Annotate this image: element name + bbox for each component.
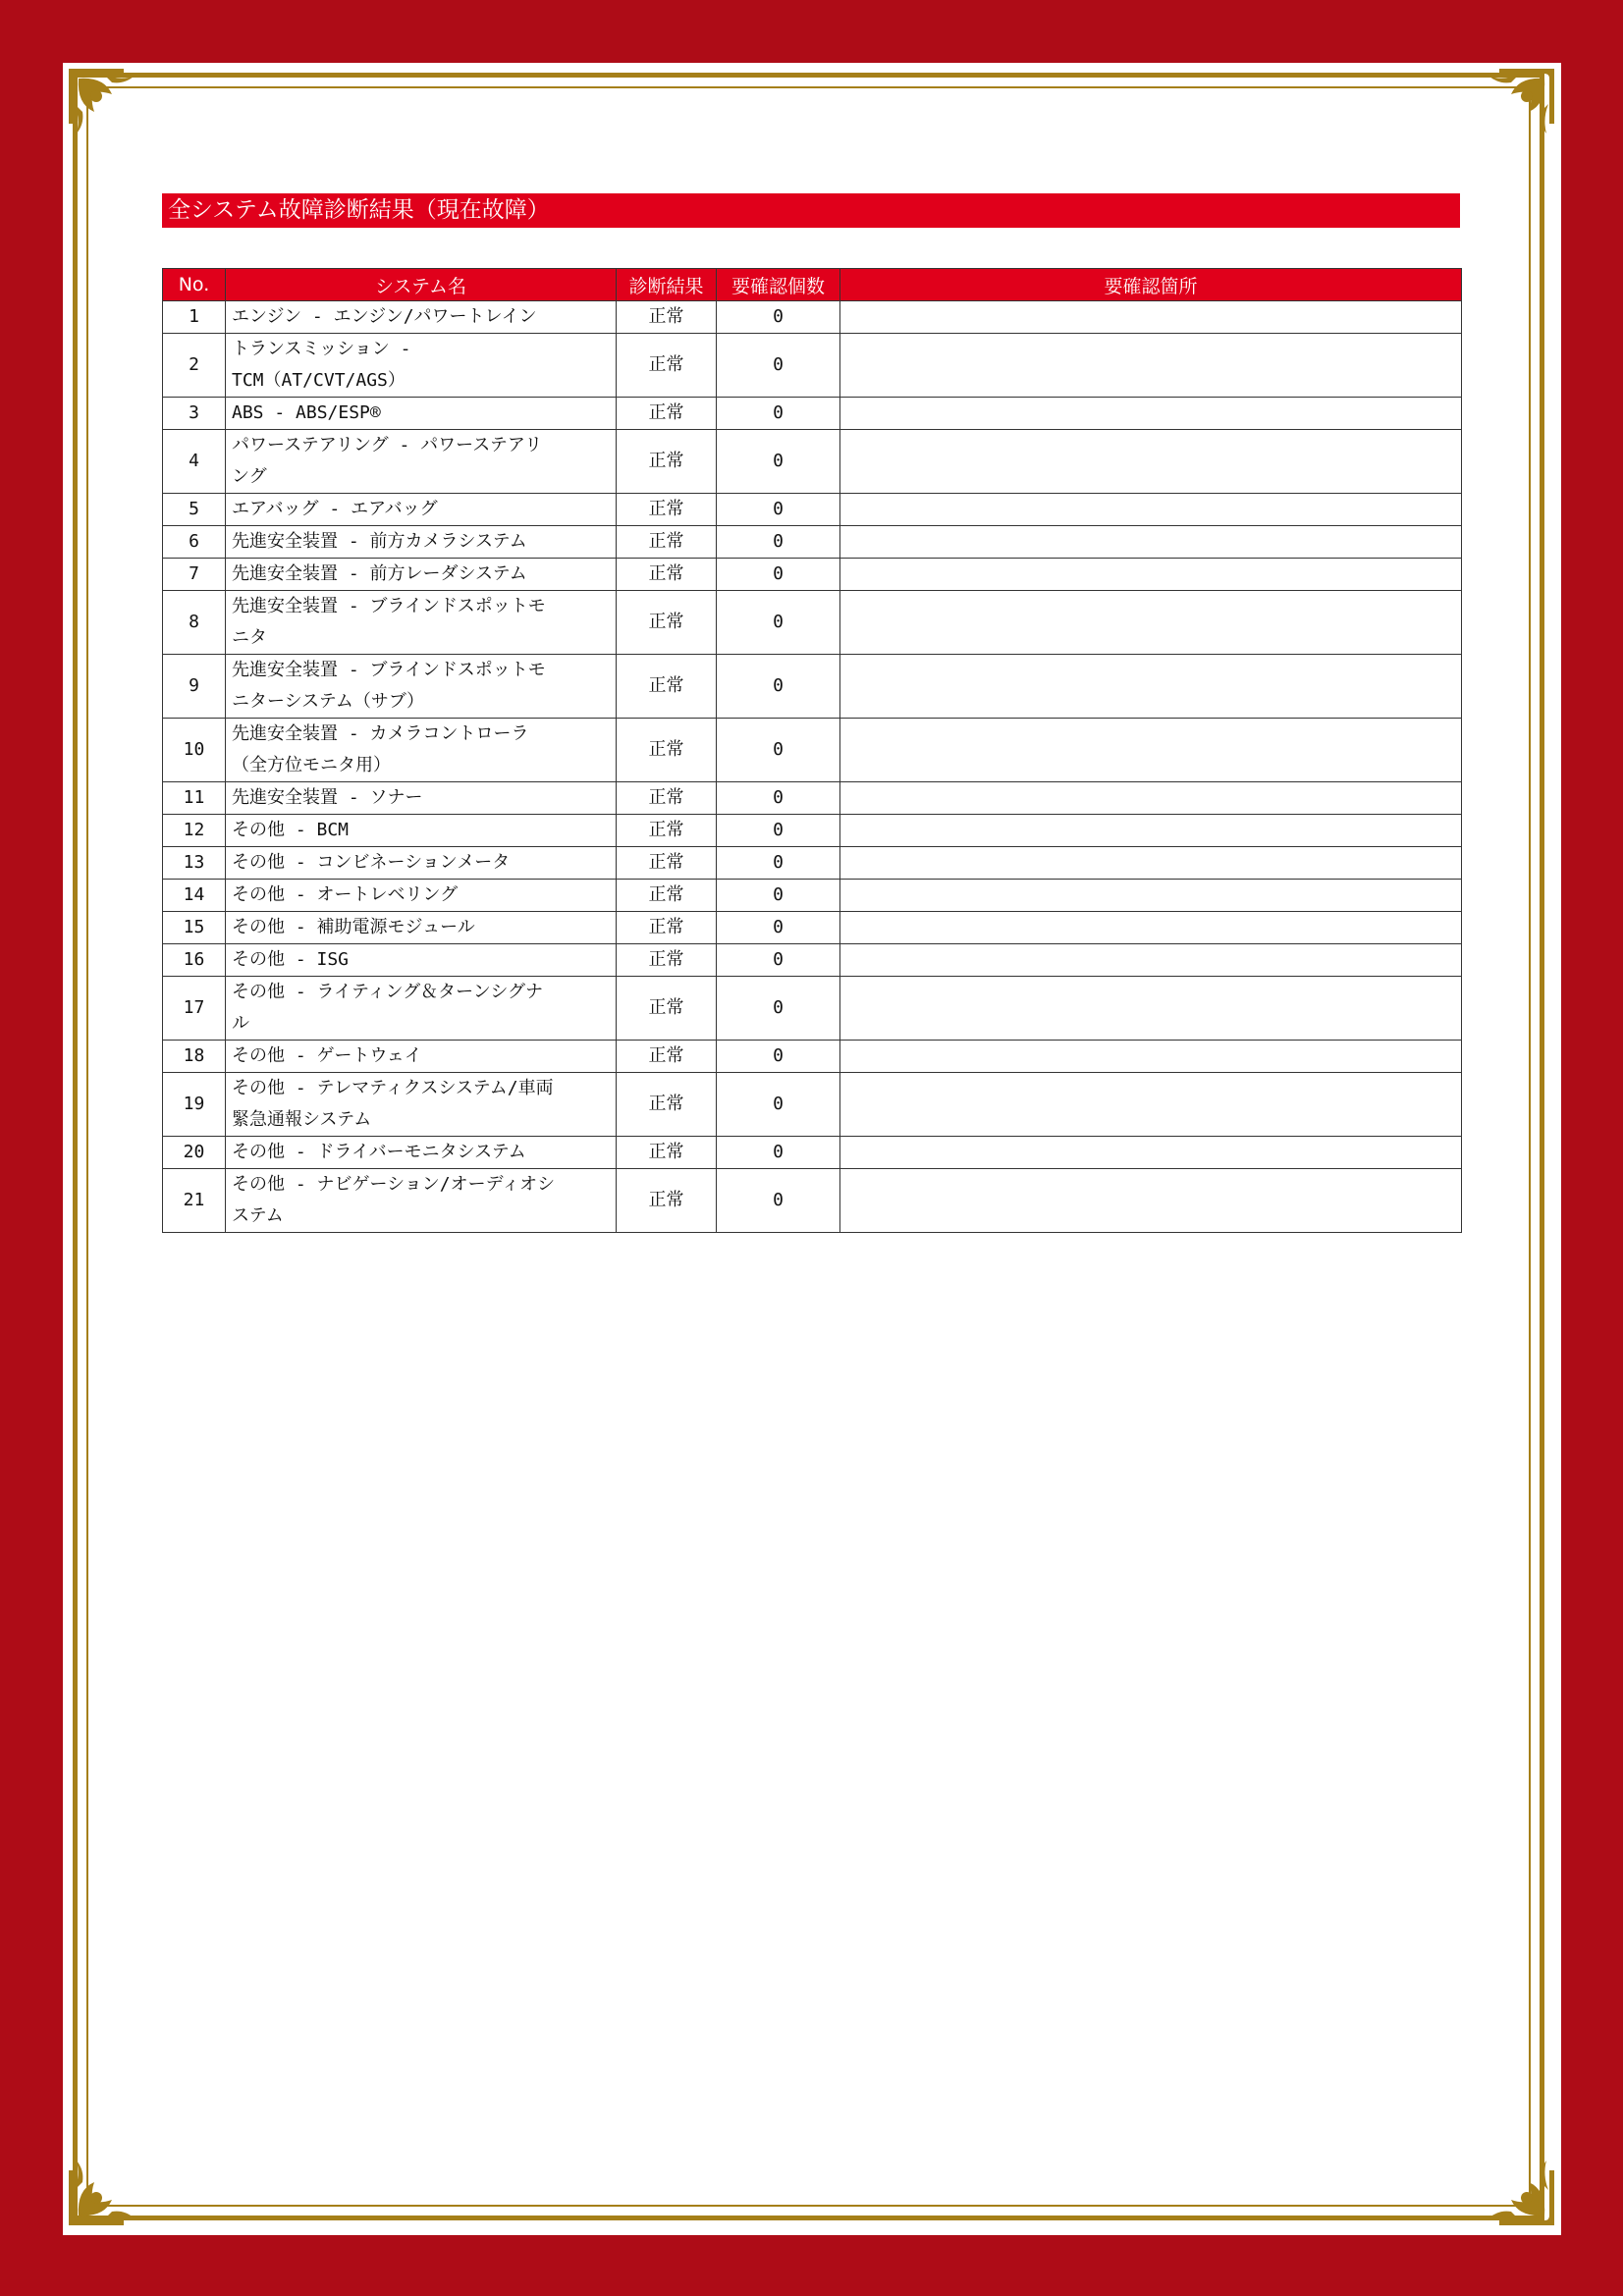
system-name-cell (226, 334, 617, 398)
row-number: 6 (163, 526, 226, 559)
system-name-line: ABS - ABS/ESP® (232, 402, 381, 423)
system-name-line: その他 - ドライバーモニタシステム (232, 1142, 526, 1162)
system-name-line: その他 - ナビゲーション/オーディオシ (232, 1174, 556, 1195)
diagnosis-result: 正常 (617, 430, 717, 494)
system-name-cell (226, 815, 617, 847)
table-row (163, 591, 1462, 655)
diagnosis-table (162, 268, 1462, 1233)
diagnosis-result: 正常 (617, 1073, 717, 1137)
diagnosis-result: 正常 (617, 944, 717, 977)
diagnosis-result: 正常 (617, 334, 717, 398)
row-number: 11 (163, 782, 226, 815)
diagnosis-result: 正常 (617, 398, 717, 430)
section-title: 全システム故障診断結果（現在故障） (162, 193, 1460, 228)
header-no: No. (163, 269, 226, 301)
check-count: 0 (717, 1137, 840, 1169)
diagnosis-result: 正常 (617, 494, 717, 526)
system-name-line: エアバッグ - エアバッグ (232, 499, 438, 519)
diagnosis-result: 正常 (617, 912, 717, 944)
check-count: 0 (717, 815, 840, 847)
table-row (163, 301, 1462, 334)
table-row (163, 398, 1462, 430)
row-number: 21 (163, 1169, 226, 1233)
system-name-line: 先進安全装置 - ソナー (232, 787, 423, 808)
table-row (163, 782, 1462, 815)
header-check-location: 要確認箇所 (840, 269, 1462, 301)
system-name-line: ニタ (232, 627, 267, 648)
row-number: 5 (163, 494, 226, 526)
check-count: 0 (717, 591, 840, 655)
system-name-line: 先進安全装置 - 前方カメラシステム (232, 531, 527, 552)
table-row (163, 815, 1462, 847)
system-name-cell (226, 655, 617, 719)
check-location (840, 944, 1462, 977)
system-name-line: 先進安全装置 - カメラコントローラ (232, 723, 529, 744)
row-number: 8 (163, 591, 226, 655)
row-number: 19 (163, 1073, 226, 1137)
table-row (163, 1041, 1462, 1073)
system-name-cell (226, 977, 617, 1041)
row-number: 17 (163, 977, 226, 1041)
diagnosis-result: 正常 (617, 719, 717, 782)
table-row (163, 526, 1462, 559)
row-number: 12 (163, 815, 226, 847)
system-name-cell (226, 591, 617, 655)
check-location (840, 494, 1462, 526)
system-name-line: パワーステアリング - パワーステアリ (232, 435, 543, 455)
check-location (840, 398, 1462, 430)
system-name-cell (226, 398, 617, 430)
header-diagnosis-result: 診断結果 (617, 269, 717, 301)
system-name-cell (226, 1073, 617, 1137)
check-count: 0 (717, 1073, 840, 1137)
header-check-count: 要確認個数 (717, 269, 840, 301)
row-number: 20 (163, 1137, 226, 1169)
system-name-cell (226, 719, 617, 782)
check-location (840, 847, 1462, 880)
table-row (163, 1169, 1462, 1233)
diagnosis-result: 正常 (617, 301, 717, 334)
check-location (840, 1041, 1462, 1073)
row-number: 10 (163, 719, 226, 782)
diagnosis-result: 正常 (617, 847, 717, 880)
check-count: 0 (717, 334, 840, 398)
table-row (163, 430, 1462, 494)
check-count: 0 (717, 880, 840, 912)
system-name-cell (226, 526, 617, 559)
check-location (840, 559, 1462, 591)
system-name-cell (226, 301, 617, 334)
check-location (840, 719, 1462, 782)
system-name-line: ング (232, 466, 267, 487)
diagnosis-result: 正常 (617, 526, 717, 559)
corner-ornament-icon (65, 65, 163, 163)
check-location (840, 301, 1462, 334)
row-number: 13 (163, 847, 226, 880)
system-name-line: ル (232, 1013, 249, 1034)
check-location (840, 1169, 1462, 1233)
check-location (840, 1073, 1462, 1137)
system-name-line: その他 - ゲートウェイ (232, 1045, 422, 1066)
system-name-line: 緊急通報システム (232, 1109, 372, 1130)
system-name-line: ニターシステム（サブ） (232, 691, 425, 712)
system-name-cell (226, 430, 617, 494)
system-name-line: エンジン - エンジン/パワートレイン (232, 306, 537, 327)
diagnosis-result: 正常 (617, 782, 717, 815)
table-row (163, 944, 1462, 977)
check-count: 0 (717, 301, 840, 334)
corner-ornament-icon (1460, 2131, 1558, 2229)
check-count: 0 (717, 1041, 840, 1073)
system-name-cell (226, 559, 617, 591)
check-location (840, 782, 1462, 815)
row-number: 4 (163, 430, 226, 494)
row-number: 3 (163, 398, 226, 430)
system-name-line: トランスミッション - (232, 339, 411, 359)
check-location (840, 526, 1462, 559)
system-name-line: ステム (232, 1205, 284, 1226)
system-name-line: （全方位モニタ用） (232, 755, 391, 775)
system-name-cell (226, 494, 617, 526)
system-name-line: その他 - テレマティクスシステム/車両 (232, 1078, 554, 1098)
check-location (840, 912, 1462, 944)
check-count: 0 (717, 847, 840, 880)
check-count: 0 (717, 1169, 840, 1233)
header-system-name: システム名 (226, 269, 617, 301)
row-number: 18 (163, 1041, 226, 1073)
system-name-cell (226, 847, 617, 880)
row-number: 9 (163, 655, 226, 719)
system-name-line: 先進安全装置 - ブラインドスポットモ (232, 660, 546, 680)
check-count: 0 (717, 944, 840, 977)
diagnosis-result: 正常 (617, 591, 717, 655)
table-row (163, 494, 1462, 526)
row-number: 16 (163, 944, 226, 977)
system-name-line: その他 - ISG (232, 949, 350, 970)
row-number: 7 (163, 559, 226, 591)
system-name-line: 先進安全装置 - ブラインドスポットモ (232, 596, 546, 616)
corner-ornament-icon (65, 2131, 163, 2229)
system-name-cell (226, 1169, 617, 1233)
table-row (163, 912, 1462, 944)
diagnosis-result: 正常 (617, 815, 717, 847)
table-row (163, 977, 1462, 1041)
check-location (840, 591, 1462, 655)
table-row (163, 1137, 1462, 1169)
diagnosis-result: 正常 (617, 1041, 717, 1073)
system-name-line: 先進安全装置 - 前方レーダシステム (232, 563, 527, 584)
diagnosis-result: 正常 (617, 655, 717, 719)
row-number: 14 (163, 880, 226, 912)
system-name-line: その他 - BCM (232, 820, 350, 840)
system-name-line: その他 - ライティング＆ターンシグナ (232, 982, 543, 1002)
diagnosis-result: 正常 (617, 880, 717, 912)
table-row (163, 847, 1462, 880)
table-row (163, 655, 1462, 719)
table-header-row (163, 269, 1462, 301)
system-name-cell (226, 880, 617, 912)
check-count: 0 (717, 977, 840, 1041)
row-number: 1 (163, 301, 226, 334)
table-row (163, 559, 1462, 591)
check-count: 0 (717, 655, 840, 719)
system-name-line: その他 - 補助電源モジュール (232, 917, 475, 937)
table-row (163, 1073, 1462, 1137)
check-count: 0 (717, 494, 840, 526)
check-count: 0 (717, 912, 840, 944)
check-location (840, 880, 1462, 912)
system-name-line: TCM（AT/CVT/AGS） (232, 370, 406, 391)
diagnosis-result: 正常 (617, 559, 717, 591)
diagnosis-result: 正常 (617, 1137, 717, 1169)
check-count: 0 (717, 559, 840, 591)
check-location (840, 1137, 1462, 1169)
diagnosis-result: 正常 (617, 977, 717, 1041)
system-name-line: その他 - コンビネーションメータ (232, 852, 511, 873)
check-count: 0 (717, 782, 840, 815)
system-name-cell (226, 912, 617, 944)
check-count: 0 (717, 719, 840, 782)
check-location (840, 815, 1462, 847)
system-name-cell (226, 782, 617, 815)
table-row (163, 334, 1462, 398)
table-row (163, 880, 1462, 912)
check-location (840, 334, 1462, 398)
system-name-line: その他 - オートレベリング (232, 884, 459, 905)
check-count: 0 (717, 526, 840, 559)
row-number: 15 (163, 912, 226, 944)
diagnosis-result: 正常 (617, 1169, 717, 1233)
check-count: 0 (717, 398, 840, 430)
check-location (840, 655, 1462, 719)
check-location (840, 430, 1462, 494)
table-row (163, 719, 1462, 782)
row-number: 2 (163, 334, 226, 398)
check-location (840, 977, 1462, 1041)
check-count: 0 (717, 430, 840, 494)
system-name-cell (226, 1137, 617, 1169)
system-name-cell (226, 1041, 617, 1073)
corner-ornament-icon (1460, 65, 1558, 163)
table-body (163, 301, 1462, 1233)
system-name-cell (226, 944, 617, 977)
